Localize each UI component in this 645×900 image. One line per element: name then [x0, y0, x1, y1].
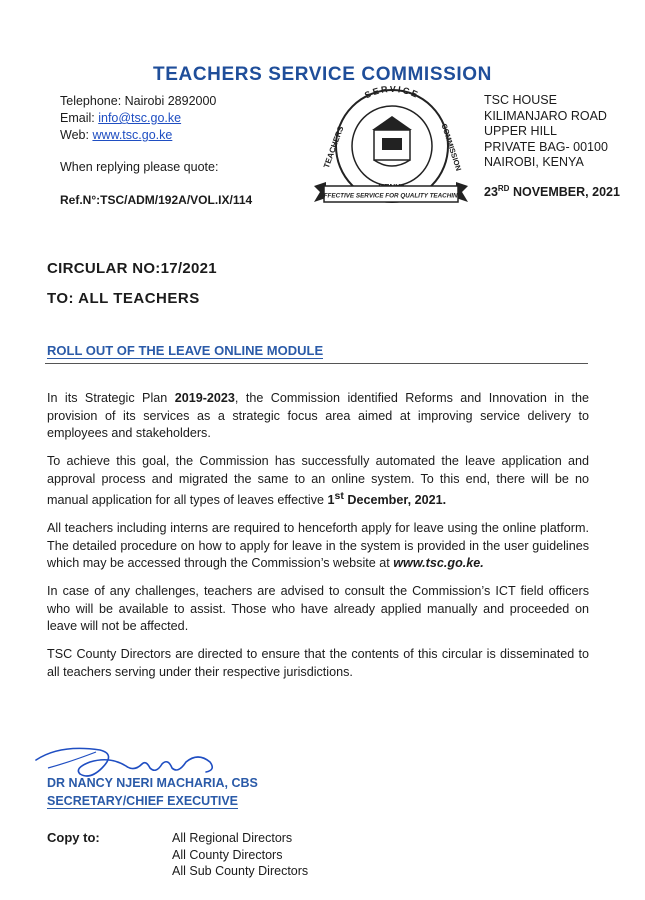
paragraph: All teachers including interns are required to henceforth apply for leave using the online platform. The detailed procedure on how to apply for leave in the system is provided in the user guidelines which may be accessed through the Commission’s website at www.tsc.go.ke.	[47, 521, 589, 571]
date-month-year: NOVEMBER, 2021	[509, 185, 620, 200]
motto-text: EFFECTIVE SERVICE FOR QUALITY TEACHING	[319, 192, 463, 200]
reply-note: When replying please quote:	[60, 160, 219, 174]
paragraph: To achieve this goal, the Commission has successfully automated the leave application and approval process and migrated the same to an online system. To this end, there will be no manual application for all types of leaves effective 1st December, 2021.	[47, 454, 589, 508]
logo-ring-right-text: COMMISSION	[439, 122, 464, 173]
copy-recipients	[172, 830, 308, 880]
contact-block	[60, 93, 216, 144]
letter-date	[484, 184, 620, 199]
recipient-item: All Sub County Directors	[172, 864, 309, 878]
address-line: NAIROBI, KENYA	[484, 155, 584, 169]
addressee: TO: ALL TEACHERS	[47, 290, 200, 307]
telephone-line: Telephone: Nairobi 2892000	[60, 94, 217, 108]
address-line: PRIVATE BAG- 00100	[484, 139, 608, 154]
email-link[interactable]: info@tsc.go.ke	[98, 111, 182, 125]
logo-ring-left-text: TEACHERS	[321, 124, 346, 170]
signatory-title: SECRETARY/CHIEF EXECUTIVE	[47, 794, 238, 808]
copy-to-label: Copy to:	[47, 830, 100, 845]
date-ordinal: RD	[497, 184, 510, 193]
postal-address	[484, 93, 608, 171]
website-link[interactable]: www.tsc.go.ke.	[393, 556, 484, 571]
web-label: Web:	[60, 128, 89, 142]
address-line: TSC HOUSE	[484, 93, 557, 107]
paragraph: In its Strategic Plan 2019-2023, the Commission identified Reforms and Innovation in the provision of its services as a strategic focus area aimed at improving service delivery to employees and stakeholders.	[47, 391, 589, 440]
web-link[interactable]: www.tsc.go.ke	[92, 128, 173, 142]
address-line: KILIMANJARO ROAD	[484, 108, 607, 123]
logo-ring-text: SERVICE	[362, 86, 422, 101]
address-line: UPPER HILL	[484, 124, 557, 138]
circular-number: CIRCULAR NO:17/2021	[47, 260, 217, 277]
paragraph: TSC County Directors are directed to ensure that the contents of this circular is disseminated to all teachers serving under their respective jurisdictions.	[47, 647, 589, 679]
tsc-logo-seal	[312, 86, 470, 214]
date-day: 23	[484, 185, 498, 200]
recipient-item: All County Directors	[172, 847, 283, 862]
circular-body	[47, 390, 589, 692]
recipient-item: All Regional Directors	[172, 831, 293, 845]
reference-number: Ref.N°:TSC/ADM/192A/VOL.IX/114	[60, 193, 253, 207]
divider	[45, 363, 588, 364]
organization-title: TEACHERS SERVICE COMMISSION	[153, 64, 492, 85]
email-line	[60, 110, 216, 127]
web-line	[60, 127, 216, 144]
email-label: Email:	[60, 111, 95, 125]
subject-heading: ROLL OUT OF THE LEAVE ONLINE MODULE	[47, 343, 324, 358]
svg-text:SERVICE	[363, 86, 421, 100]
paragraph: In case of any challenges, teachers are advised to consult the Commission’s ICT field officers who will be available to assist. Those who have already applied manually and proceeded on leave will not be affected.	[47, 584, 589, 634]
signatory-name: DR NANCY NJERI MACHARIA, CBS	[47, 776, 258, 790]
